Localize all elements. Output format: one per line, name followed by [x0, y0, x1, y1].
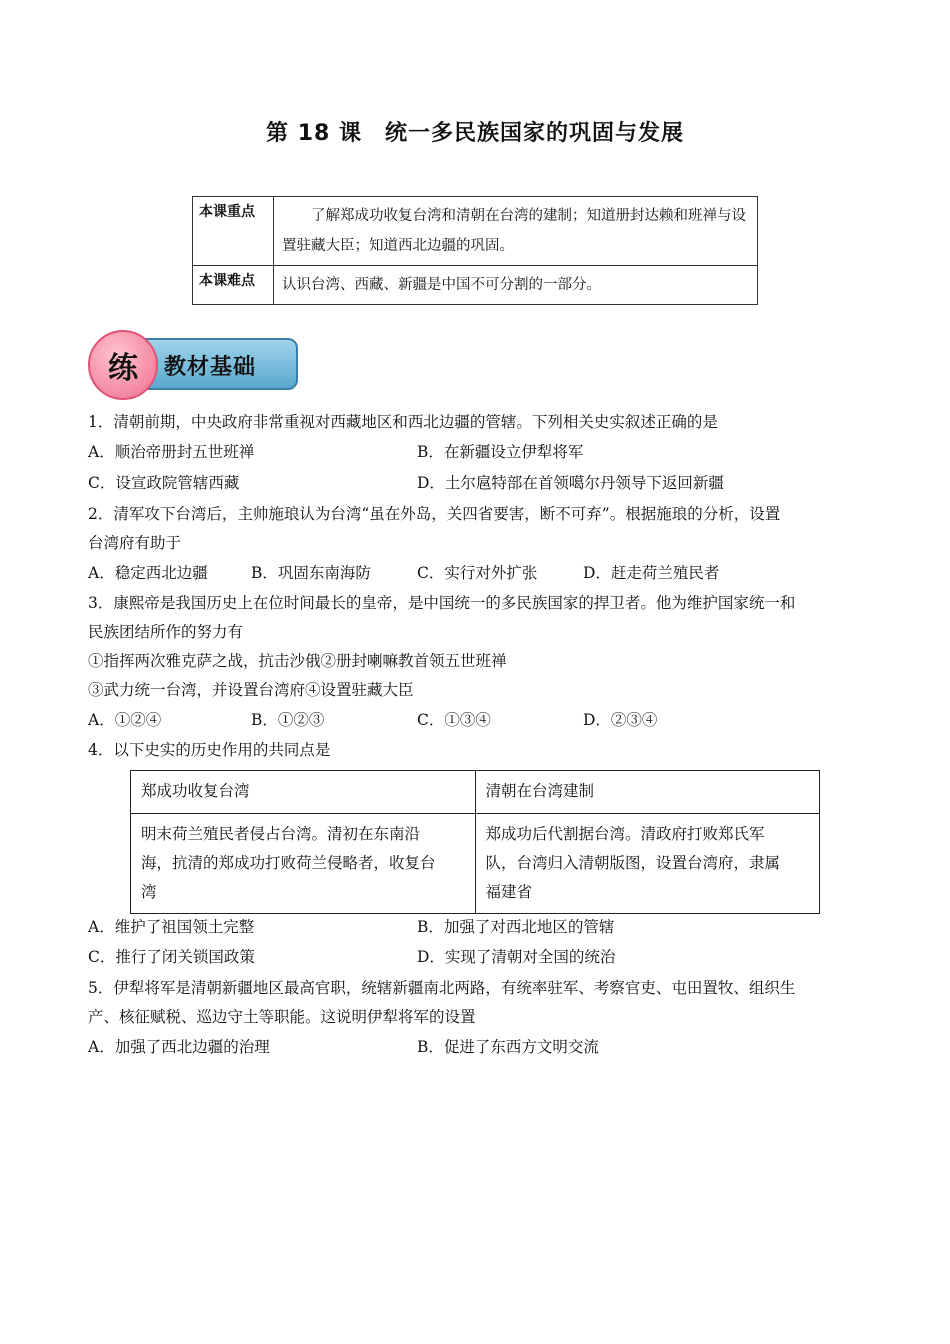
- cell-right-line3: 福建省: [485, 883, 533, 901]
- lesson-title: 第 18 课 统一多民族国家的巩固与发展: [266, 121, 684, 146]
- q3-stem-line2: 民族团结所作的努力有: [88, 623, 244, 641]
- cell-left-line3: 湾: [141, 883, 157, 901]
- q5-stem-line2: 产、核征赋税、巡边守土等职能。这说明伊犁将军的设置: [88, 1008, 476, 1026]
- cell-zheng-chenggong: [131, 814, 476, 914]
- difficulty-text: 认识台湾、西藏、新疆是中国不可分割的一部分。: [274, 266, 758, 305]
- q3-option-d: D．②③④: [583, 711, 658, 729]
- q2-stem-line1: 2．清军攻下台湾后，主帅施琅认为台湾“虽在外岛，关四省要害，断不可弃”。根据施琅的分析，设置: [88, 505, 781, 523]
- q5-stem-line1: 5．伊犁将军是清朝新疆地区最高官职，统辖新疆南北两路，有统率驻军、考察官吏、屯田置牧、组织生: [88, 979, 796, 997]
- q5-option-a: A．加强了西北边疆的治理: [88, 1038, 270, 1056]
- comparison-header-row: [131, 771, 820, 814]
- q4-stem: 4．以下史实的历史作用的共同点是: [88, 741, 331, 759]
- q2-option-c: C．实行对外扩张: [417, 564, 538, 582]
- q2-option-d: D．赶走荷兰殖民者: [583, 564, 720, 582]
- section-heading: 教材基础: [164, 355, 257, 380]
- q2-option-a: A．稳定西北边疆: [88, 564, 208, 582]
- section-banner: [88, 330, 298, 396]
- comparison-body-row: [131, 814, 820, 914]
- q4-option-c: C．推行了闭关锁国政策: [88, 948, 255, 966]
- focus-row: [193, 197, 758, 266]
- focus-label: 本课重点: [193, 197, 274, 266]
- q1-option-b: B．在新疆设立伊犁将军: [417, 443, 584, 461]
- header-qing-taiwan: 清朝在台湾建制: [475, 771, 820, 814]
- cell-left-line2: 海，抗清的郑成功打败荷兰侵略者，收复台: [141, 854, 436, 872]
- q3-stem-line3: ①指挥两次雅克萨之战，抗击沙俄②册封喇嘛教首领五世班禅: [88, 652, 507, 670]
- q2-stem-line2: 台湾府有助于: [88, 534, 182, 552]
- q3-option-b: B．①②③: [251, 711, 325, 729]
- q4-option-d: D．实现了清朝对全国的统治: [417, 948, 616, 966]
- q3-option-a: A．①②④: [88, 711, 162, 729]
- difficulty-row: [193, 266, 758, 305]
- difficulty-label: 本课难点: [193, 266, 274, 305]
- q2-option-b: B．巩固东南海防: [251, 564, 371, 582]
- key-points-table: [192, 196, 758, 305]
- q3-option-c: C．①③④: [417, 711, 491, 729]
- q1-stem: 1．清朝前期，中央政府非常重视对西藏地区和西北边疆的管辖。下列相关史实叙述正确的是: [88, 413, 718, 431]
- header-zheng-chenggong: 郑成功收复台湾: [131, 771, 476, 814]
- comparison-table: [130, 770, 820, 914]
- q3-stem-line1: 3．康熙帝是我国历史上在位时间最长的皇帝，是中国统一的多民族国家的捍卫者。他为维护国家统一和: [88, 594, 796, 612]
- q5-option-b: B．促进了东西方文明交流: [417, 1038, 599, 1056]
- q1-option-c: C．设宣政院管辖西藏: [88, 474, 240, 492]
- cell-right-line1: 郑成功后代割据台湾。清政府打败郑氏军: [485, 825, 765, 843]
- focus-text: 了解郑成功收复台湾和清朝在台湾的建制；知道册封达赖和班禅与设置驻藏大臣；知道西北边疆的巩固。: [274, 197, 758, 266]
- q1-option-a: A．顺治帝册封五世班禅: [88, 443, 255, 461]
- cell-left-line1: 明末荷兰殖民者侵占台湾。清初在东南沿: [141, 825, 421, 843]
- cell-right-line2: 队，台湾归入清朝版图，设置台湾府，隶属: [485, 854, 781, 872]
- q1-option-d: D．土尔扈特部在首领噶尔丹领导下返回新疆: [417, 474, 724, 492]
- banner-badge-char: 练: [108, 351, 138, 386]
- q4-option-a: A．维护了祖国领土完整: [88, 918, 255, 936]
- q4-option-b: B．加强了对西北地区的管辖: [417, 918, 615, 936]
- cell-qing-taiwan: [475, 814, 820, 914]
- q3-stem-line4: ③武力统一台湾，并设置台湾府④设置驻藏大臣: [88, 681, 414, 699]
